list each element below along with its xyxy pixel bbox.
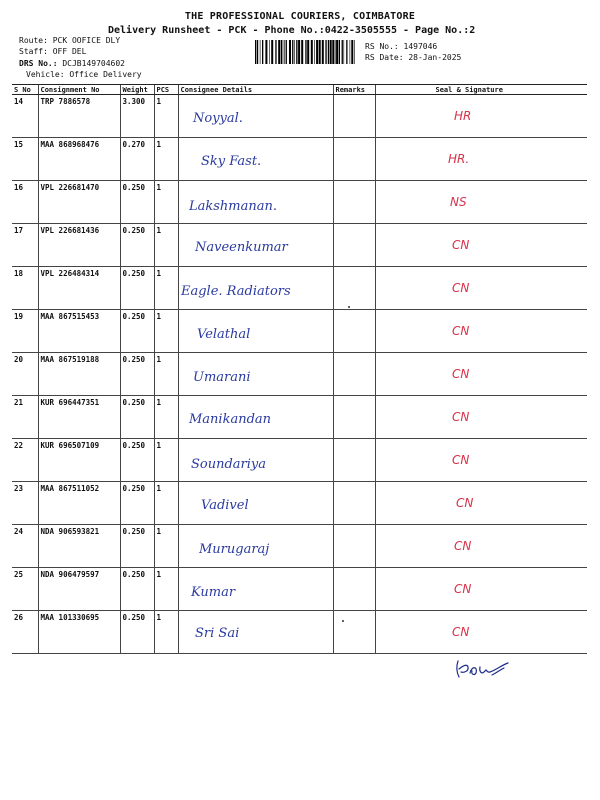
barcode-bar — [257, 40, 258, 64]
barcode-icon — [255, 40, 355, 64]
cell-seal — [375, 267, 587, 310]
cell-weight: 0.250 — [120, 611, 154, 654]
cell-weight: 0.250 — [120, 267, 154, 310]
drs-value: DCJB149704602 — [62, 59, 125, 68]
barcode-bar — [314, 40, 315, 64]
seal-handwriting: CN — [451, 238, 469, 252]
table-row — [12, 138, 587, 181]
barcode-bar — [307, 40, 309, 64]
table-row — [12, 482, 587, 525]
barcode-bar — [275, 40, 276, 64]
barcode-bar — [339, 40, 340, 64]
consignee-handwriting: Sri Sai — [194, 626, 239, 641]
barcode-bar — [322, 40, 324, 64]
cell-weight: 0.250 — [120, 482, 154, 525]
barcode-bar — [298, 40, 300, 64]
cell-consignee — [178, 611, 333, 654]
cell-remarks — [333, 181, 375, 224]
cell-remarks — [333, 267, 375, 310]
barcode-bar — [292, 40, 293, 64]
cell-consignee — [178, 396, 333, 439]
cell-pcs: 1 — [154, 525, 178, 568]
runsheet-subtitle: Delivery Runsheet - PCK - Phone No.:0422-3505555 - Page No.:2 — [108, 25, 476, 36]
barcode-bar — [325, 40, 326, 64]
table-row — [12, 95, 587, 138]
seal-handwriting: CN — [451, 324, 469, 338]
cell-remarks — [333, 525, 375, 568]
cell-consignment: MAA 867515453 — [38, 310, 120, 353]
col-pcs: PCS — [154, 85, 178, 95]
barcode-bar — [301, 40, 303, 64]
cell-consignee — [178, 482, 333, 525]
scan-dot — [348, 306, 350, 308]
cell-weight: 0.250 — [120, 396, 154, 439]
cell-seal — [375, 396, 587, 439]
cell-sno: 22 — [12, 439, 38, 482]
cell-seal — [375, 310, 587, 353]
cell-pcs: 1 — [154, 267, 178, 310]
barcode-bar — [335, 40, 336, 64]
cell-consignment: NDA 906593821 — [38, 525, 120, 568]
vehicle-info: Vehicle: Office Delivery — [26, 70, 142, 79]
consignee-handwriting: Sky Fast. — [200, 154, 261, 169]
table-row — [12, 439, 587, 482]
runsheet-table — [12, 84, 587, 654]
consignee-handwriting: Murugaraj — [198, 542, 269, 557]
barcode-bar — [271, 40, 273, 64]
drs-info — [19, 59, 125, 68]
seal-handwriting: CN — [453, 539, 471, 553]
consignee-handwriting: Vadivel — [200, 498, 249, 513]
cell-consignment: MAA 867519188 — [38, 353, 120, 396]
cell-consignment: MAA 867511052 — [38, 482, 120, 525]
cell-consignment: VPL 226681470 — [38, 181, 120, 224]
consignee-handwriting: Lakshmanan. — [188, 199, 277, 214]
consignee-handwriting: Noyyal. — [192, 111, 243, 126]
cell-weight: 0.250 — [120, 310, 154, 353]
cell-sno: 25 — [12, 568, 38, 611]
drs-label: DRS No.: — [19, 59, 58, 68]
cell-remarks — [333, 611, 375, 654]
seal-handwriting: CN — [455, 496, 473, 510]
barcode-bar — [344, 40, 345, 64]
cell-sno: 19 — [12, 310, 38, 353]
cell-sno: 20 — [12, 353, 38, 396]
cell-weight: 0.270 — [120, 138, 154, 181]
cell-pcs: 1 — [154, 611, 178, 654]
cell-sno: 15 — [12, 138, 38, 181]
cell-sno: 24 — [12, 525, 38, 568]
cell-remarks — [333, 353, 375, 396]
cell-weight: 0.250 — [120, 568, 154, 611]
cell-pcs: 1 — [154, 310, 178, 353]
seal-handwriting: CN — [451, 281, 469, 295]
consignee-handwriting: Velathal — [196, 327, 250, 342]
company-name: THE PROFESSIONAL COURIERS, COIMBATORE — [184, 11, 416, 22]
cell-consignee — [178, 95, 333, 138]
cell-seal — [375, 95, 587, 138]
barcode-bar — [294, 40, 295, 64]
seal-handwriting: CN — [451, 453, 469, 467]
barcode-bar — [265, 40, 267, 64]
cell-pcs: 1 — [154, 396, 178, 439]
cell-weight: 0.250 — [120, 353, 154, 396]
cell-consignment: VPL 226681436 — [38, 224, 120, 267]
barcode-bar — [283, 40, 284, 64]
cell-consignment: TRP 7886578 — [38, 95, 120, 138]
cell-sno: 16 — [12, 181, 38, 224]
cell-sno: 23 — [12, 482, 38, 525]
col-sno: S No — [12, 85, 38, 95]
barcode-bar — [319, 40, 321, 64]
barcode-bar — [328, 40, 329, 64]
route-info: Route: PCK OOFICE DLY — [19, 36, 121, 45]
cell-pcs: 1 — [154, 138, 178, 181]
table-row — [12, 611, 587, 654]
cell-sno: 26 — [12, 611, 38, 654]
seal-handwriting: CN — [451, 410, 469, 424]
cell-seal — [375, 568, 587, 611]
barcode-bar — [351, 40, 353, 64]
cell-seal — [375, 181, 587, 224]
barcode-bar — [354, 40, 355, 64]
barcode-bar — [336, 40, 338, 64]
col-weight: Weight — [120, 85, 154, 95]
table-row — [12, 396, 587, 439]
consignee-handwriting: Soundariya — [190, 457, 266, 472]
cell-seal — [375, 611, 587, 654]
barcode-bar — [260, 40, 261, 64]
cell-sno: 21 — [12, 396, 38, 439]
barcode-bar — [269, 40, 270, 64]
seal-handwriting: CN — [451, 367, 469, 381]
table-row — [12, 267, 587, 310]
barcode-bar — [305, 40, 306, 64]
seal-handwriting: HR — [453, 109, 471, 123]
cell-seal — [375, 353, 587, 396]
cell-weight: 0.250 — [120, 525, 154, 568]
col-consignment: Consignment No — [38, 85, 120, 95]
cell-seal — [375, 138, 587, 181]
cell-pcs: 1 — [154, 482, 178, 525]
cell-weight: 0.250 — [120, 181, 154, 224]
table-row — [12, 353, 587, 396]
cell-consignee — [178, 439, 333, 482]
cell-weight: 3.300 — [120, 95, 154, 138]
barcode-bar — [311, 40, 313, 64]
seal-handwriting: HR. — [447, 152, 469, 166]
cell-seal — [375, 224, 587, 267]
staff-info: Staff: OFF DEL — [19, 47, 87, 56]
cell-consignee — [178, 310, 333, 353]
cell-weight: 0.250 — [120, 439, 154, 482]
cell-consignee — [178, 353, 333, 396]
barcode-bar — [255, 40, 256, 64]
consignee-handwriting: Naveenkumar — [194, 240, 288, 255]
cell-consignee — [178, 181, 333, 224]
seal-handwriting: CN — [451, 625, 469, 639]
cell-consignee — [178, 224, 333, 267]
cell-remarks — [333, 224, 375, 267]
table-row — [12, 224, 587, 267]
table-row — [12, 525, 587, 568]
cell-pcs: 1 — [154, 181, 178, 224]
barcode-bar — [286, 40, 287, 64]
cell-consignee — [178, 568, 333, 611]
consignee-handwriting: Manikandan — [188, 412, 271, 427]
barcode-bar — [332, 40, 334, 64]
cell-pcs: 1 — [154, 568, 178, 611]
table-row — [12, 181, 587, 224]
cell-weight: 0.250 — [120, 224, 154, 267]
cell-remarks — [333, 138, 375, 181]
col-seal: Seal & Signature — [375, 85, 587, 95]
cell-seal — [375, 439, 587, 482]
rs-number: RS No.: 1497046 — [365, 42, 438, 51]
table-row — [12, 310, 587, 353]
barcode-bar — [350, 40, 351, 64]
cell-pcs: 1 — [154, 95, 178, 138]
cell-sno: 14 — [12, 95, 38, 138]
table-header-row — [12, 85, 587, 95]
barcode-bar — [342, 40, 343, 64]
scan-dot — [342, 620, 344, 622]
cell-consignee — [178, 267, 333, 310]
cell-consignee — [178, 525, 333, 568]
barcode-bar — [262, 40, 263, 64]
cell-remarks — [333, 439, 375, 482]
barcode-bar — [284, 40, 285, 64]
cell-pcs: 1 — [154, 224, 178, 267]
cell-consignment: VPL 226484314 — [38, 267, 120, 310]
seal-handwriting: NS — [449, 195, 467, 209]
cell-consignment: KUR 696447351 — [38, 396, 120, 439]
barcode-bar — [296, 40, 297, 64]
col-consignee: Consignee Details — [178, 85, 333, 95]
cell-seal — [375, 525, 587, 568]
cell-remarks — [333, 396, 375, 439]
cell-consignee — [178, 138, 333, 181]
handwritten-signature — [452, 653, 522, 683]
cell-remarks — [333, 310, 375, 353]
barcode-bar — [281, 40, 282, 64]
cell-seal — [375, 482, 587, 525]
cell-consignment: MAA 868968476 — [38, 138, 120, 181]
consignee-handwriting: Umarani — [192, 370, 251, 385]
barcode-bar — [346, 40, 347, 64]
consignee-handwriting: Eagle. Radiators — [180, 284, 291, 299]
barcode-bar — [316, 40, 318, 64]
cell-consignment: NDA 906479597 — [38, 568, 120, 611]
col-remarks: Remarks — [333, 85, 375, 95]
cell-consignment: MAA 101330695 — [38, 611, 120, 654]
barcode-bar — [289, 40, 291, 64]
barcode-bar — [278, 40, 280, 64]
cell-sno: 17 — [12, 224, 38, 267]
cell-remarks — [333, 482, 375, 525]
barcode-bar — [330, 40, 332, 64]
cell-pcs: 1 — [154, 353, 178, 396]
cell-pcs: 1 — [154, 439, 178, 482]
consignee-handwriting: Kumar — [190, 585, 235, 600]
cell-remarks — [333, 568, 375, 611]
cell-sno: 18 — [12, 267, 38, 310]
rs-date: RS Date: 28-Jan-2025 — [365, 53, 462, 62]
cell-consignment: KUR 696507109 — [38, 439, 120, 482]
seal-handwriting: CN — [453, 582, 471, 596]
table-row — [12, 568, 587, 611]
cell-remarks — [333, 95, 375, 138]
